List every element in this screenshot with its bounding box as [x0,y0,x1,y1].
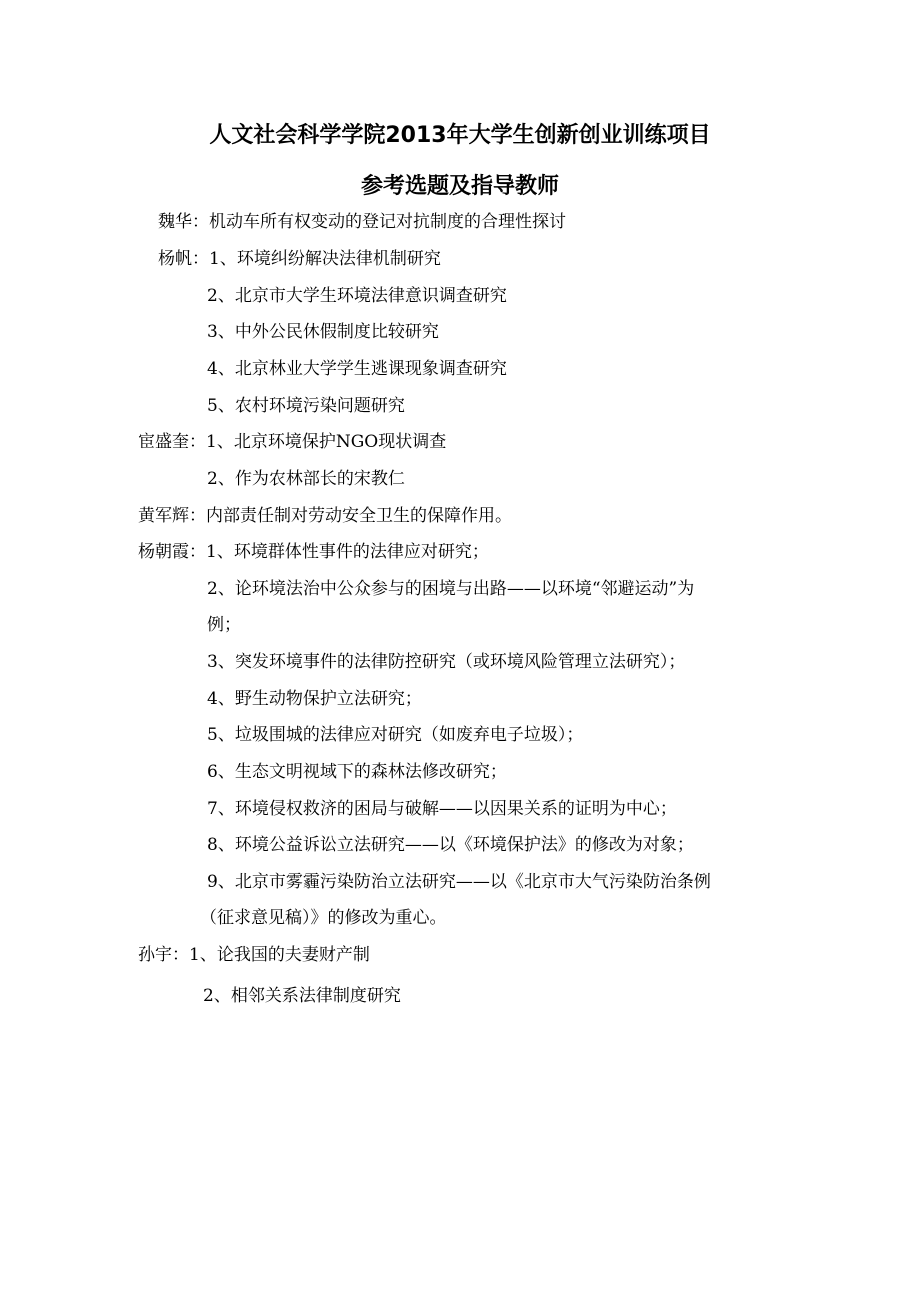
entry-sunyu-1: 孙宇：1、论我国的夫妻财产制 [138,945,370,965]
entry-yangzhaoxia-2: 2、论环境法治中公众参与的困境与出路——以环境“邻避运动”为 [207,579,695,599]
entry-yangzhaoxia-9: 9、北京市雾霾污染防治立法研究——以《北京市大气污染防治条例 [207,872,711,892]
entry-yangzhaoxia-8: 8、环境公益诉讼立法研究——以《环境保护法》的修改为对象； [207,835,694,855]
entry-huanshengkui-2: 2、作为农林部长的宋教仁 [207,469,405,489]
entry-huangjunhui: 黄军辉：内部责任制对劳动安全卫生的保障作用。 [138,506,512,526]
entry-yangfan-1: 杨帆：1、环境纠纷解决法律机制研究 [158,249,441,269]
entry-yangzhaoxia-2-cont: 例； [207,615,241,635]
entry-huanshengkui-1: 宦盛奎：1、北京环境保护NGO现状调查 [138,432,447,452]
entry-yangzhaoxia-4: 4、野生动物保护立法研究； [207,689,422,709]
entry-sunyu-2: 2、相邻关系法律制度研究 [203,986,401,1006]
document-title: 人文社会科学学院2013年大学生创新创业训练项目 [209,123,711,148]
entry-yangfan-5: 5、农村环境污染问题研究 [207,396,405,416]
entry-yangfan-2: 2、北京市大学生环境法律意识调查研究 [207,286,507,306]
entry-yangzhaoxia-6: 6、生态文明视域下的森林法修改研究； [207,762,507,782]
entry-yangzhaoxia-5: 5、垃圾围城的法律应对研究（如废弃电子垃圾）； [207,725,584,745]
entry-yangzhaoxia-3: 3、突发环境事件的法律防控研究（或环境风险管理立法研究）； [207,652,686,672]
entry-yangfan-4: 4、北京林业大学学生逃课现象调查研究 [207,359,507,379]
document-subtitle: 参考选题及指导教师 [360,174,559,199]
entry-yangzhaoxia-9-cont: （征求意见稿）》的修改为重心。 [200,908,447,928]
entry-yangzhaoxia-7: 7、环境侵权救济的困局与破解——以因果关系的证明为中心； [207,799,677,819]
entry-yangfan-3: 3、中外公民休假制度比较研究 [207,322,439,342]
entry-yangzhaoxia-1: 杨朝霞：1、环境群体性事件的法律应对研究； [138,542,489,562]
entry-weihua: 魏华：机动车所有权变动的登记对抗制度的合理性探讨 [158,212,566,232]
